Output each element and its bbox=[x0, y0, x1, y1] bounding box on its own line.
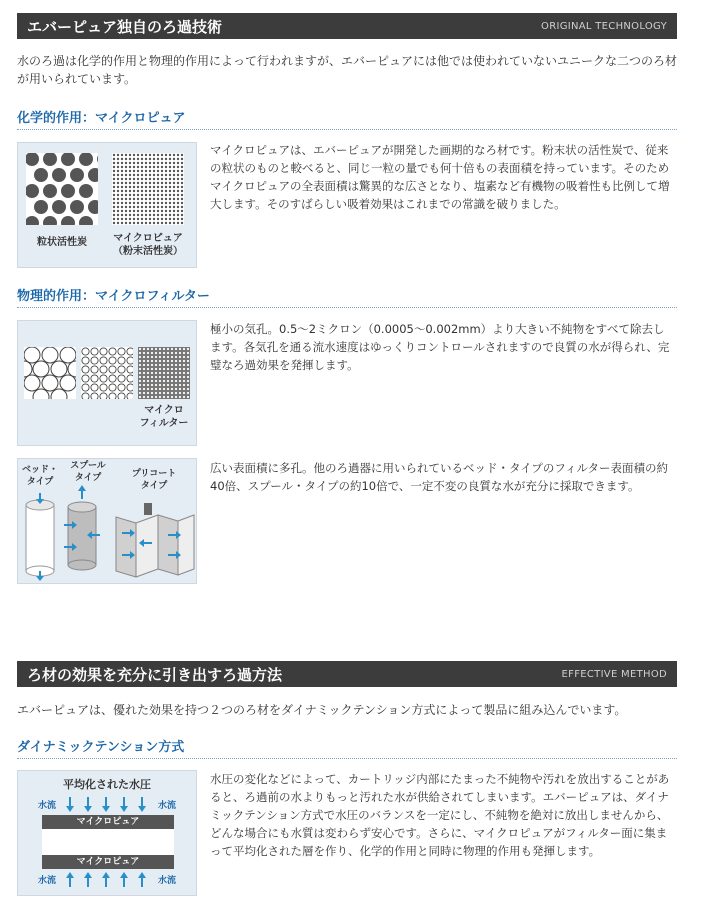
label-bed-type-2: タイプ bbox=[26, 477, 54, 487]
granular-carbon-icon bbox=[26, 153, 98, 225]
physical-description: 極小の気孔。0.5～2ミクロン（0.0005～0.002mm）より大きい不純物をすべて除去します。各気孔を通る流水速度はゆっくりコントロールされますので良質の水が得られ、完璧なろ過効果を発揮します。 bbox=[210, 322, 670, 372]
pressure-diagram bbox=[18, 771, 196, 895]
layer-micropure-bottom: マイクロピュア bbox=[76, 857, 140, 867]
label-flow-top-left: 水流 bbox=[37, 801, 56, 811]
section-intro: 水のろ過は化学的作用と物理的作用によって行われますが、エバーピュアには他では使われていないユニークな二つのろ材が用いられています。 bbox=[17, 54, 678, 86]
heading-dynamic-tension: ダイナミックテンション方式 bbox=[17, 736, 677, 759]
micropure-powder-image bbox=[112, 153, 184, 225]
label-micropure: マイクロピュア bbox=[113, 233, 183, 244]
label-spool-type-2: タイプ bbox=[74, 473, 102, 483]
granular-carbon-image bbox=[26, 153, 98, 225]
section-title-en: ORIGINAL TECHNOLOGY bbox=[541, 21, 667, 32]
arrows-up-icon bbox=[66, 872, 146, 887]
spool-type-cylinder-icon bbox=[64, 485, 100, 570]
label-precoat-type-1: プリコート bbox=[131, 469, 177, 479]
label-flow-bottom-left: 水流 bbox=[37, 876, 56, 886]
chemical-illustration-panel bbox=[17, 142, 197, 268]
label-flow-top-right: 水流 bbox=[157, 801, 176, 811]
layer-micropure-top: マイクロピュア bbox=[76, 817, 140, 827]
arrows-down-icon bbox=[66, 797, 146, 812]
section-title: ろ材の効果を充分に引き出すろ過方法 bbox=[27, 666, 283, 684]
section-title-en: EFFECTIVE METHOD bbox=[561, 669, 667, 680]
section-header-effective-method bbox=[17, 661, 677, 687]
label-filter: フィルター bbox=[139, 418, 189, 429]
micro-pores-icon bbox=[138, 347, 190, 399]
filter-types-description: 広い表面積に多孔。他のろ過器に用いられているベッド・タイプのフィルター表面積の約40倍、スプール・タイプの約10倍で、一定不変の良質な水が充分に採取できます。 bbox=[210, 461, 669, 493]
bed-type-cylinder-icon bbox=[26, 493, 54, 581]
medium-pores-icon bbox=[81, 347, 133, 399]
filter-types-illustration bbox=[18, 459, 196, 583]
physical-illustration-panel bbox=[17, 320, 197, 446]
heading-chemical: 化学的作用：マイクロピュア bbox=[17, 107, 677, 130]
label-granular-carbon: 粒状活性炭 bbox=[37, 237, 87, 248]
coarse-pores-icon bbox=[24, 347, 76, 399]
label-micro: マイクロ bbox=[144, 405, 184, 416]
diagram-title: 平均化された水圧 bbox=[63, 778, 151, 791]
micropure-powder-icon bbox=[112, 153, 184, 225]
heading-physical: 物理的作用：マイクロフィルター bbox=[17, 285, 677, 308]
filter-types-panel bbox=[17, 458, 197, 584]
label-micropure-powder: （粉末活性炭） bbox=[113, 246, 183, 257]
label-precoat-type-2: タイプ bbox=[140, 481, 168, 491]
section-intro: エバーピュアは、優れた効果を持つ２つのろ材をダイナミックテンション方式によって製品に組み込んでいます。 bbox=[17, 703, 627, 717]
dynamic-tension-panel bbox=[17, 770, 197, 896]
section-title: エバーピュア独自のろ過技術 bbox=[27, 18, 223, 36]
label-bed-type-1: ベッド・ bbox=[21, 465, 58, 475]
precoat-type-pleated-icon bbox=[116, 503, 194, 577]
medium-filter-image bbox=[81, 347, 133, 399]
dynamic-tension-description: 水圧の変化などによって、カートリッジ内部にたまった不純物や汚れを放出することがあると、ろ過前の水よりもっと汚れた水が供給されてしまいます。エバーピュアは、ダイナミックテンション方式で水圧のバランスを一定にし、不純物を絶対に放出しませんから、どんな場合にも水質は変わらず安心です。さらに、マイクロピュアがフィルター面に集まって平均化された層を作り、化学的作用と同時に物理的作用も発揮します。 bbox=[210, 772, 670, 858]
label-spool-type-1: スプール bbox=[70, 461, 106, 471]
coarse-filter-image bbox=[24, 347, 76, 399]
micro-filter-image bbox=[138, 347, 190, 399]
label-flow-bottom-right: 水流 bbox=[157, 876, 176, 886]
section-header-original-technology bbox=[17, 13, 677, 39]
chemical-description: マイクロピュアは、エバーピュアが開発した画期的なろ材です。粉末状の活性炭で、従来の粒状のものと較べると、同じ一粒の量でも何十倍もの表面積を持っています。そのためマイクロピュアの全表面積は驚異的な広さとなり、塩素など有機物の吸着性も比例して増大します。そのすばらしい吸着効果はこれまでの常識を破りました。 bbox=[210, 143, 670, 211]
